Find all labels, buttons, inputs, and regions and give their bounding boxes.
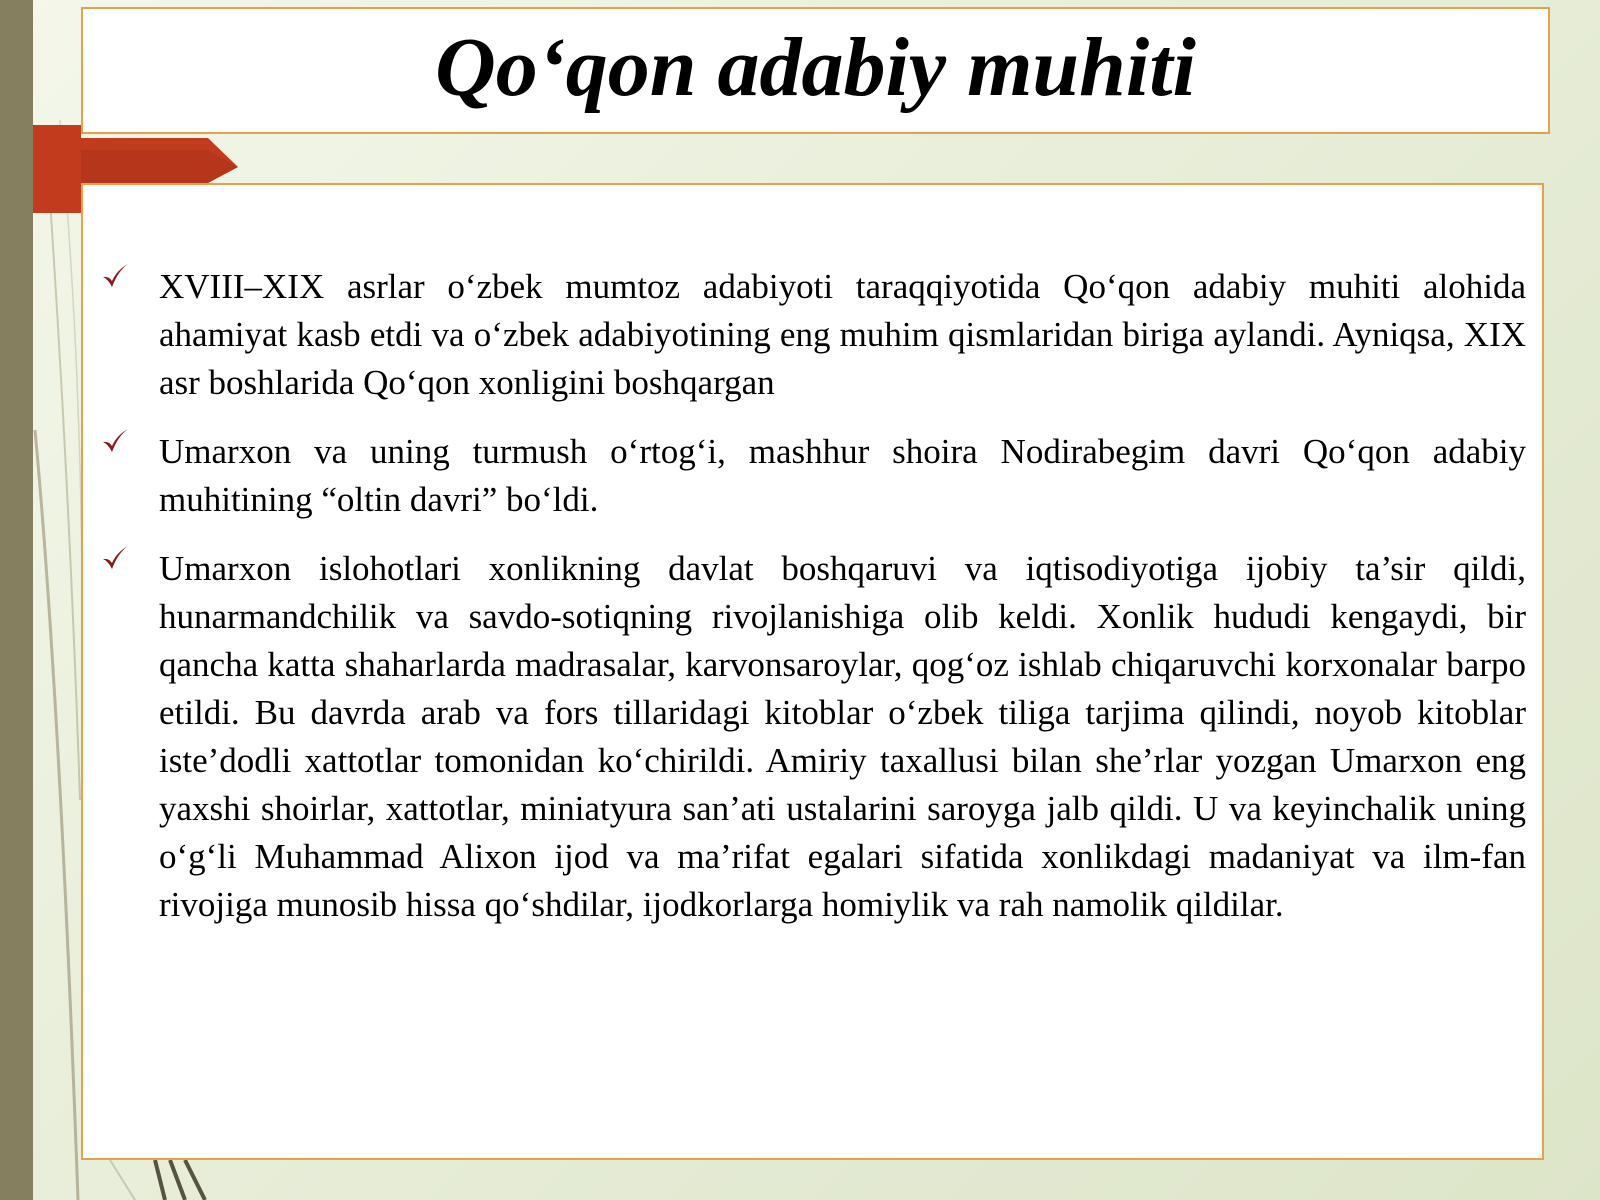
bullet-list (83, 263, 1542, 950)
content-box (81, 183, 1544, 1160)
bullet-item (83, 428, 1542, 524)
title-box (81, 7, 1550, 134)
decor-line (110, 1160, 135, 1200)
left-accent-bar (0, 0, 33, 1200)
decor-line (170, 1160, 185, 1200)
checkmark-icon (100, 543, 130, 573)
decor-line (185, 1160, 205, 1200)
checkmark-icon (100, 261, 130, 291)
bullet-text: XVIII–XIX asrlar o‘zbek mumtoz adabiyoti taraqqiyotida Qo‘qon adabiy muhiti alohida ahamiyat kasb etdi va o‘zbek adabiyotining eng muhim qismlaridan biriga aylandi. Ayniqsa, XIX asr boshlarida Qo‘qon xonligini boshqargan (159, 267, 1526, 402)
bullet-text: Umarxon islohotlari xonlikning davlat boshqaruvi va iqtisodiyotiga ijobiy ta’sir qildi, hunarmandchilik va savdo-sotiqning rivojlanishiga olib keldi. Xonlik hududi kengaydi, bir qancha katta shaharlarda madrasalar, karvonsaroylar, qog‘oz ishlab chiqaruvchi korxonalar barpo etildi. Bu davrda arab va fors tillaridagi kitoblar o‘zbek tiliga tarjima qilindi, noyob kitoblar iste’dodli xattotlar tomonidan ko‘chirildi. Amiriy taxallusi bilan she’rlar yozgan Umarxon eng yaxshi shoirlar, xattotlar, miniatyura san’ati ustalarini saroyga jalb qildi. U va keyinchalik uning o‘g‘li Muhammad Alixon ijod va ma’rifat egalari sifatida xonlikdagi madaniyat va ilm-fan rivojiga munosib hissa qo‘shdilar, ijodkorlarga homiylik va rah namolik qildilar. (159, 549, 1526, 924)
bullet-text: Umarxon va uning turmush o‘rtog‘i, mashhur shoira Nodirabegim davri Qo‘qon adabiy muhitining “oltin davri” bo‘ldi. (159, 432, 1526, 519)
accent-arrow-shade (81, 150, 238, 183)
bullet-item (83, 545, 1542, 929)
decor-line (35, 430, 78, 1200)
bullet-item (83, 263, 1542, 407)
slide-title: Qo‘qon adabiy muhiti (435, 20, 1196, 114)
decor-line (155, 1160, 165, 1200)
checkmark-icon (100, 426, 130, 456)
